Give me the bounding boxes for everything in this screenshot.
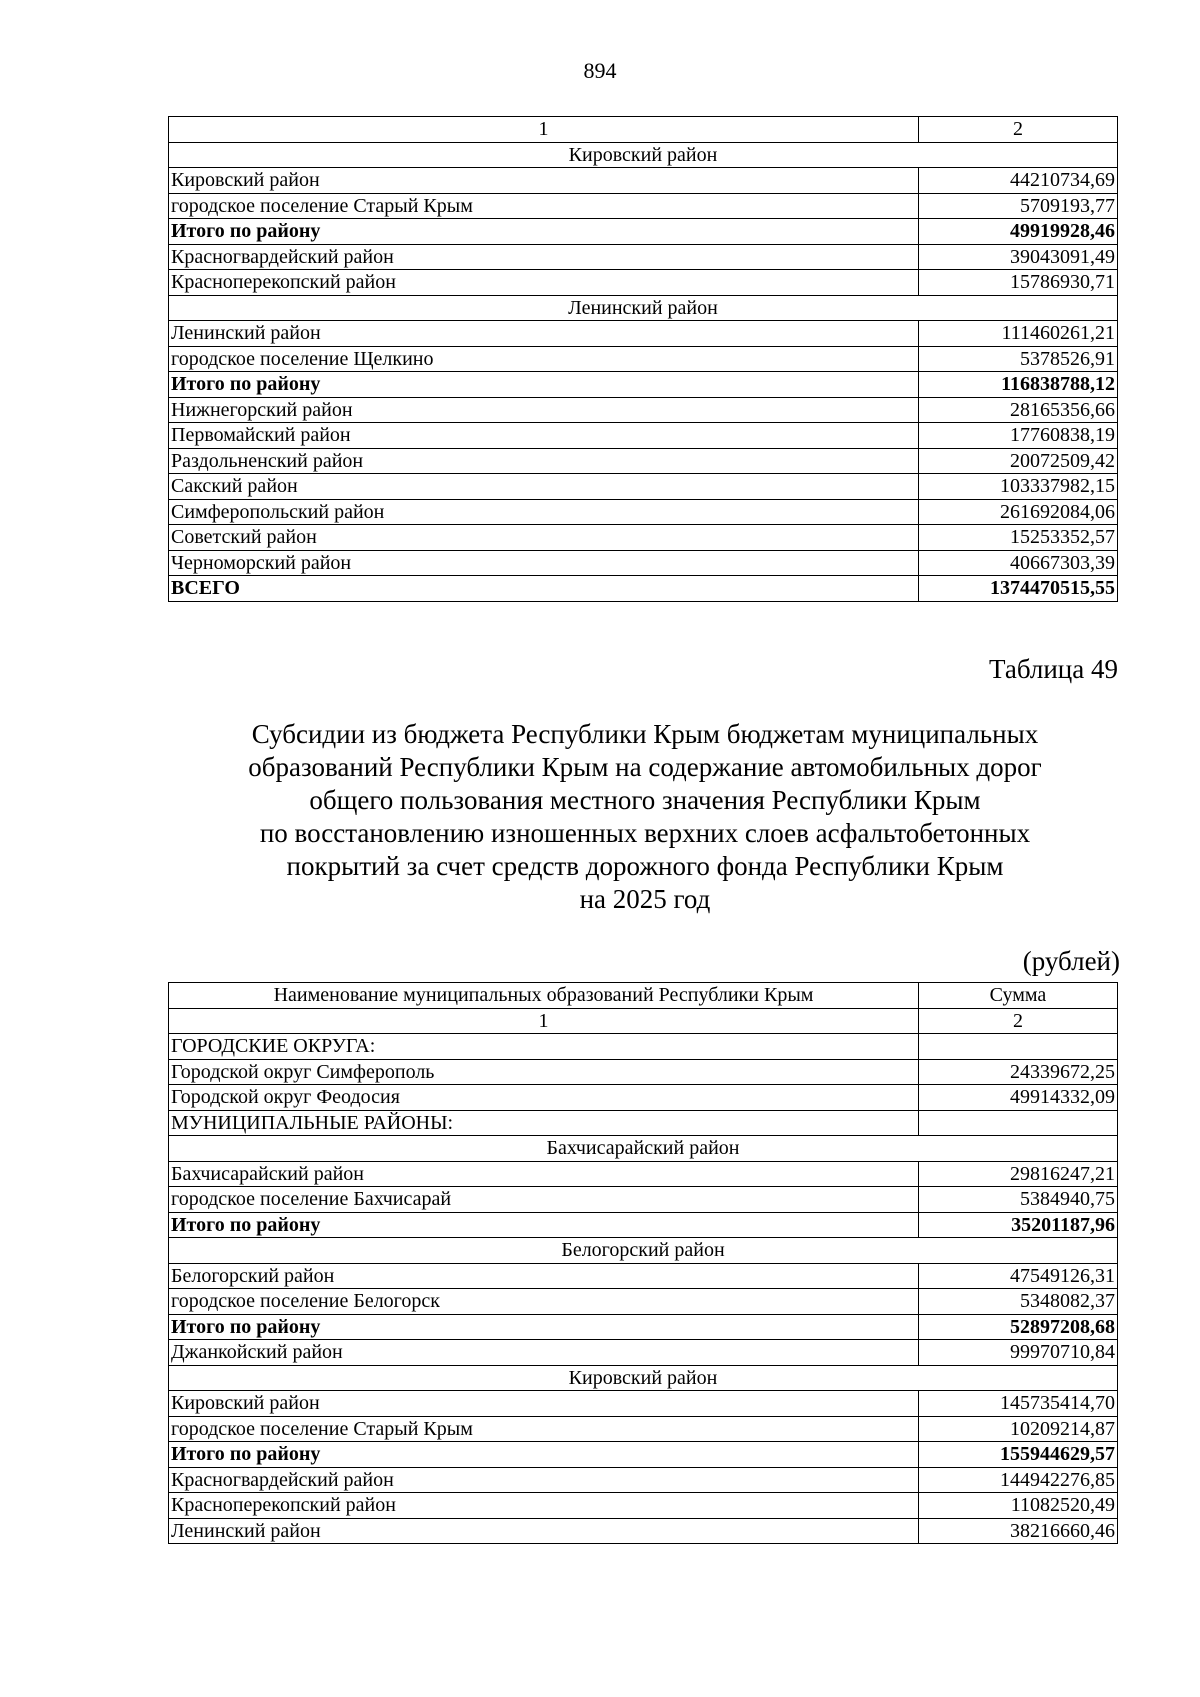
total-row: [169, 1442, 1118, 1468]
district-group-label: Бахчисарайский район: [169, 1136, 1118, 1162]
amount-value: 99970710,84: [919, 1340, 1118, 1366]
table-row: [169, 1416, 1118, 1442]
amount-value: 144942276,85: [919, 1467, 1118, 1493]
column-number-1: 1: [169, 1008, 919, 1034]
municipality-name: МУНИЦИПАЛЬНЫЕ РАЙОНЫ:: [169, 1110, 919, 1136]
municipality-name: Черноморский район: [169, 550, 919, 576]
municipality-name: Итого по району: [169, 219, 919, 245]
table-row: [169, 448, 1118, 474]
amount-value: 28165356,66: [919, 397, 1118, 423]
total-row: [169, 1212, 1118, 1238]
table-title-line: Субсидии из бюджета Республики Крым бюджетам муниципальных: [251, 719, 1039, 749]
amount-value: 145735414,70: [919, 1391, 1118, 1417]
municipality-name: Итого по району: [169, 1442, 919, 1468]
amount-value: 1374470515,55: [919, 576, 1118, 602]
amount-value: 17760838,19: [919, 423, 1118, 449]
municipality-name: городское поселение Старый Крым: [169, 193, 919, 219]
units-label: (рублей): [1022, 946, 1120, 976]
district-group-row: [169, 1136, 1118, 1162]
amount-value: 5709193,77: [919, 193, 1118, 219]
amount-value: 15253352,57: [919, 525, 1118, 551]
total-row: [169, 219, 1118, 245]
municipality-name: Итого по району: [169, 372, 919, 398]
table-row: [169, 1493, 1118, 1519]
amount-value: 38216660,46: [919, 1518, 1118, 1544]
district-group-label: Кировский район: [169, 142, 1118, 168]
amount-value: 29816247,21: [919, 1161, 1118, 1187]
municipality-name: Кировский район: [169, 168, 919, 194]
amount-value: 103337982,15: [919, 474, 1118, 500]
amount-value: 116838788,12: [919, 372, 1118, 398]
section-row: [169, 1034, 1118, 1060]
table-row: [169, 1085, 1118, 1111]
municipality-name: Белогорский район: [169, 1263, 919, 1289]
municipality-name: ВСЕГО: [169, 576, 919, 602]
municipality-name: Городской округ Феодосия: [169, 1085, 919, 1111]
table-row: [169, 397, 1118, 423]
table-row: [169, 1263, 1118, 1289]
column-header-row: [169, 983, 1118, 1009]
amount-value: 49919928,46: [919, 219, 1118, 245]
municipality-name: Красноперекопский район: [169, 1493, 919, 1519]
amount-value: 111460261,21: [919, 321, 1118, 347]
table-row: [169, 270, 1118, 296]
amount-value: 155944629,57: [919, 1442, 1118, 1468]
table-row: [169, 499, 1118, 525]
amount-value: 10209214,87: [919, 1416, 1118, 1442]
column-header-name: Наименование муниципальных образований Республики Крым: [169, 983, 919, 1009]
table-row: [169, 1518, 1118, 1544]
table-row: [169, 1467, 1118, 1493]
amount-value: 261692084,06: [919, 499, 1118, 525]
amount-value: 44210734,69: [919, 168, 1118, 194]
municipality-name: Итого по району: [169, 1212, 919, 1238]
table-row: [169, 474, 1118, 500]
municipality-name: Сакский район: [169, 474, 919, 500]
amount-value: 5384940,75: [919, 1187, 1118, 1213]
municipality-name: Ленинский район: [169, 1518, 919, 1544]
column-number-row: [169, 1008, 1118, 1034]
municipality-name: Итого по району: [169, 1314, 919, 1340]
amount-value: 47549126,31: [919, 1263, 1118, 1289]
amount-value: 20072509,42: [919, 448, 1118, 474]
column-header-sum: Сумма: [919, 983, 1118, 1009]
continued-subsidy-table: [168, 116, 1118, 602]
table-49-body: [169, 983, 1118, 1544]
municipality-name: ГОРОДСКИЕ ОКРУГА:: [169, 1034, 919, 1060]
amount-value: 11082520,49: [919, 1493, 1118, 1519]
municipality-name: Ленинский район: [169, 321, 919, 347]
amount-value: 39043091,49: [919, 244, 1118, 270]
table-row: [169, 1340, 1118, 1366]
table-caption: Таблица 49: [989, 654, 1118, 684]
table-title-line: общего пользования местного значения Республики Крым: [309, 785, 981, 815]
total-row: [169, 372, 1118, 398]
table-row: [169, 346, 1118, 372]
table-row: [169, 244, 1118, 270]
total-row: [169, 576, 1118, 602]
municipality-name: Красноперекопский район: [169, 270, 919, 296]
municipality-name: Бахчисарайский район: [169, 1161, 919, 1187]
amount-value: 49914332,09: [919, 1085, 1118, 1111]
column-number-2: 2: [919, 1008, 1118, 1034]
page-number: 894: [583, 58, 617, 83]
table-row: [169, 193, 1118, 219]
amount-value: 24339672,25: [919, 1059, 1118, 1085]
municipality-name: Нижнегорский район: [169, 397, 919, 423]
table-row: [169, 1391, 1118, 1417]
municipality-name: Первомайский район: [169, 423, 919, 449]
total-row: [169, 1314, 1118, 1340]
subsidy-table-49: [168, 982, 1118, 1544]
table-row: [169, 1161, 1118, 1187]
table-title-line: образований Республики Крым на содержание автомобильных дорог: [248, 752, 1042, 782]
amount-value: 5348082,37: [919, 1289, 1118, 1315]
table-title-line: по восстановлению изношенных верхних слоев асфальтобетонных: [259, 818, 1031, 848]
table-title-line: покрытий за счет средств дорожного фонда Республики Крым: [286, 851, 1004, 881]
table-row: [169, 1059, 1118, 1085]
district-group-label: Кировский район: [169, 1365, 1118, 1391]
continued-table-body: [169, 117, 1118, 602]
municipality-name: Городской округ Симферополь: [169, 1059, 919, 1085]
amount-value: [919, 1034, 1118, 1060]
municipality-name: Симферопольский район: [169, 499, 919, 525]
district-group-label: Ленинский район: [169, 295, 1118, 321]
district-group-label: Белогорский район: [169, 1238, 1118, 1264]
amount-value: 35201187,96: [919, 1212, 1118, 1238]
table-row: [169, 1289, 1118, 1315]
district-group-row: [169, 1238, 1118, 1264]
table-title-line: на 2025 год: [579, 884, 711, 914]
column-number-2: 2: [919, 117, 1118, 143]
municipality-name: Раздольненский район: [169, 448, 919, 474]
municipality-name: Джанкойский район: [169, 1340, 919, 1366]
table-row: [169, 423, 1118, 449]
column-number-row: [169, 117, 1118, 143]
municipality-name: Советский район: [169, 525, 919, 551]
section-row: [169, 1110, 1118, 1136]
municipality-name: Красногвардейский район: [169, 244, 919, 270]
amount-value: 52897208,68: [919, 1314, 1118, 1340]
table-row: [169, 168, 1118, 194]
amount-value: 15786930,71: [919, 270, 1118, 296]
municipality-name: Кировский район: [169, 1391, 919, 1417]
amount-value: 40667303,39: [919, 550, 1118, 576]
municipality-name: городское поселение Старый Крым: [169, 1416, 919, 1442]
table-row: [169, 525, 1118, 551]
table-row: [169, 1187, 1118, 1213]
district-group-row: [169, 1365, 1118, 1391]
municipality-name: Красногвардейский район: [169, 1467, 919, 1493]
municipality-name: городское поселение Бахчисарай: [169, 1187, 919, 1213]
municipality-name: городское поселение Щелкино: [169, 346, 919, 372]
district-group-row: [169, 295, 1118, 321]
column-number-1: 1: [169, 117, 919, 143]
table-row: [169, 321, 1118, 347]
district-group-row: [169, 142, 1118, 168]
table-row: [169, 550, 1118, 576]
amount-value: [919, 1110, 1118, 1136]
municipality-name: городское поселение Белогорск: [169, 1289, 919, 1315]
table-title: [160, 718, 1130, 916]
amount-value: 5378526,91: [919, 346, 1118, 372]
